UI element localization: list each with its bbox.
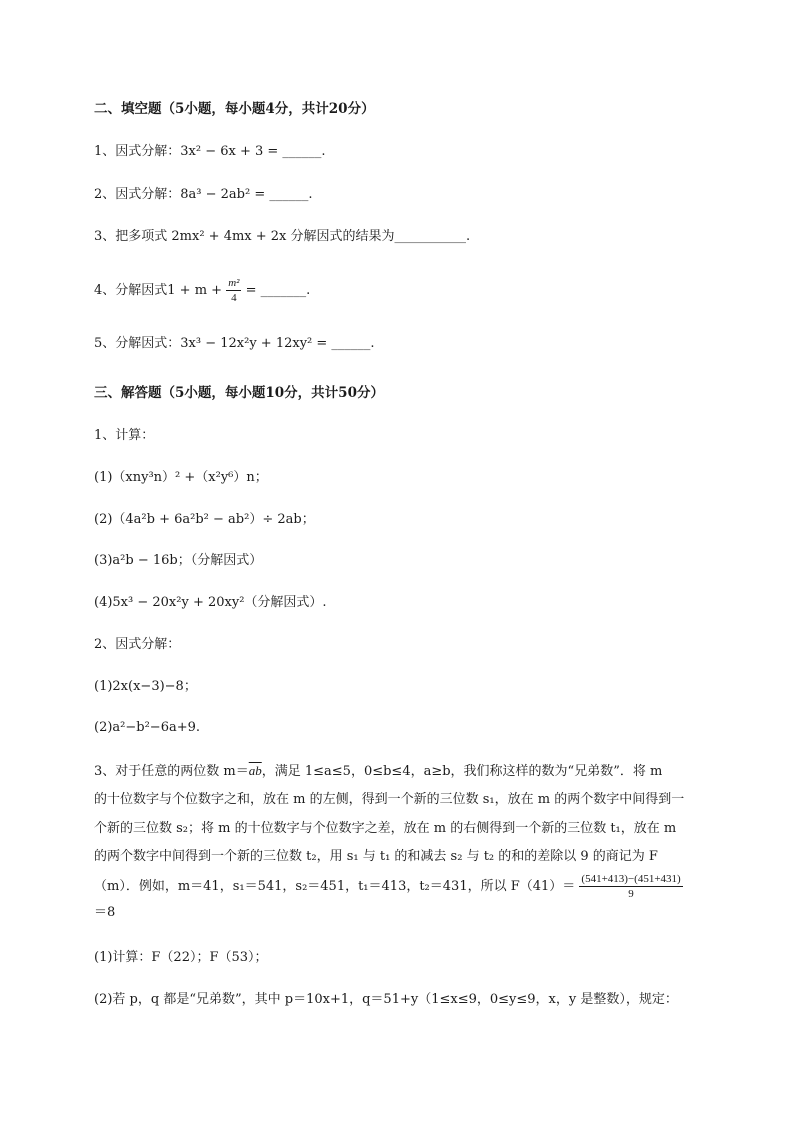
section-heading-answer: 三、解答题（5小题，每小题10分，共计50分）: [94, 385, 384, 401]
problem-3-line-4: 的两个数字中间得到一个新的三位数 t₂，用 s₁ 与 t₁ 的和减去 s₂ 与 t₂ 的和的差除以 9 的商记为 F: [94, 849, 658, 864]
problem-3-line-1: [94, 762, 662, 781]
fill-question-4-suffix: = _______.: [245, 283, 311, 298]
fill-question-1: 1、因式分解：3x² − 6x + 3 = ______.: [94, 144, 326, 159]
fill-question-4: [94, 276, 310, 305]
fraction-numerator: (541+413)−(451+431): [581, 873, 681, 885]
problem-1-title: 1、计算：: [94, 428, 155, 443]
fraction-numerator: m²: [228, 277, 240, 289]
fill-question-2: 2、因式分解：8a³ − 2ab² = ______.: [94, 187, 313, 202]
problem-3-line-2: 的十位数字与个位数字之和，放在 m 的左侧，得到一个新的三位数 s₁，放在 m 的两个数字中间得到一: [94, 792, 685, 807]
section-heading-fill-in: 二、填空题（5小题，每小题4分，共计20分）: [94, 101, 375, 117]
fraction-denominator: 4: [231, 292, 237, 304]
fill-question-3: 3、把多项式 2mx² + 4mx + 2x 分解因式的结果为___________.: [94, 229, 471, 244]
problem-2-part-2: (2)a²−b²−6a+9.: [94, 720, 201, 735]
fill-question-4-fraction: [226, 276, 241, 305]
problem-1-part-1: (1)（xny³n）² +（x²y⁶）n；: [94, 470, 268, 485]
problem-2-title: 2、因式分解：: [94, 637, 181, 652]
problem-2-part-1: (1)2x(x−3)−8；: [94, 679, 197, 694]
problem-3-line-1-post: ，满足 1≤a≤5，0≤b≤4，a≥b，我们称这样的数为“兄弟数”．将 m: [261, 764, 663, 779]
problem-3-line-1-pre: 3、对于任意的两位数 m＝: [94, 764, 249, 779]
overlined-ab: $\overline{ab}$: [248, 763, 262, 778]
fill-question-4-prefix: 4、分解因式1 + m +: [94, 283, 223, 298]
problem-3-part-1: (1)计算：F（22）；F（53）；: [94, 950, 268, 965]
problem-1-part-2: (2)（4a²b + 6a²b² − ab²）÷ 2ab；: [94, 512, 315, 527]
problem-1-part-4: (4)5x³ − 20x²y + 20xy²（分解因式）.: [94, 595, 327, 610]
problem-3-line-6: ＝8: [94, 905, 116, 920]
problem-3-fraction: [579, 872, 682, 901]
problem-3-part-2: (2)若 p，q 都是“兄弟数”，其中 p＝10x+1，q＝51+y（1≤x≤9，0≤y≤9，x，y 是整数），规定：: [94, 992, 678, 1007]
fraction-denominator: 9: [628, 888, 634, 900]
problem-3-line-3: 个新的三位数 s₂；将 m 的十位数字与个位数字之差，放在 m 的右侧得到一个新的三位数 t₁，放在 m: [94, 821, 677, 836]
problem-3-line-5: [94, 872, 683, 901]
problem-1-part-3: (3)a²b − 16b；（分解因式）: [94, 553, 263, 568]
fill-question-5: 5、分解因式：3x³ − 12x²y + 12xy² = ______.: [94, 336, 375, 351]
problem-3-line-5-pre: （m）．例如，m＝41，s₁＝541，s₂＝451，t₁＝413，t₂＝431，所以 F（41）＝: [94, 879, 576, 894]
